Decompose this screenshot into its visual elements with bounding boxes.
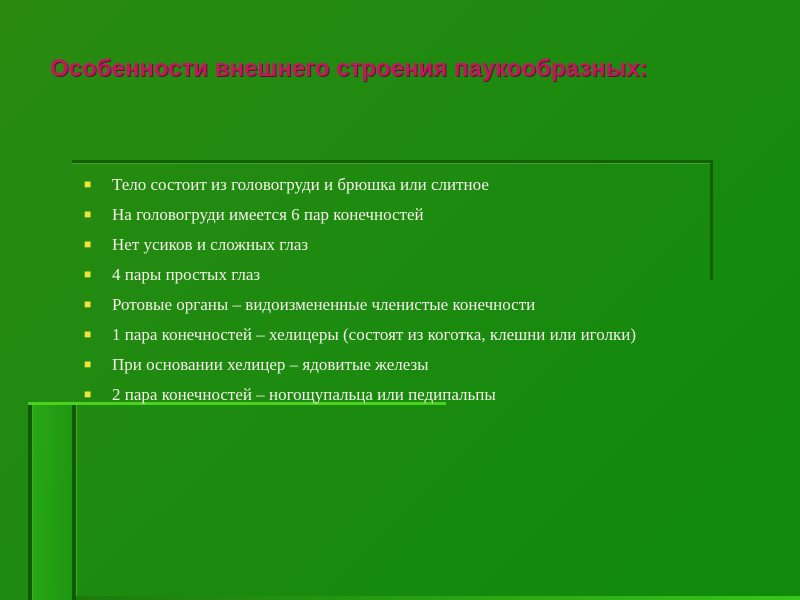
list-item: [84, 232, 734, 257]
bullet-icon: ■: [84, 297, 92, 311]
slide-title: Особенности внешнего строения паукообразных:: [50, 55, 648, 82]
list-item-text: При основании хелицер – ядовитые железы: [112, 355, 429, 374]
list-item: [84, 322, 734, 347]
bullet-icon: ■: [84, 177, 92, 191]
list-item-text: Ротовые органы – видоизмененные членистые конечности: [112, 295, 536, 314]
bullet-icon: ■: [84, 327, 92, 341]
bullet-icon: ■: [84, 387, 92, 401]
bullet-icon: ■: [84, 237, 92, 251]
list-item-text: Тело состоит из головогруди и брюшка или слитное: [112, 175, 489, 194]
bullet-icon: ■: [84, 357, 92, 371]
list-item-text: На головогруди имеется 6 пар конечностей: [112, 205, 424, 224]
list-item-text: 2 пара конечностей – ногощупальца или педипальпы: [112, 385, 496, 404]
list-item: [84, 292, 734, 317]
decorative-line-top: [72, 160, 712, 163]
list-item: [84, 382, 734, 407]
list-item-text: 1 пара конечностей – хелицеры (состоят из коготка, клешни или иголки): [112, 325, 637, 344]
bullet-icon: ■: [84, 207, 92, 221]
list-item: [84, 352, 734, 377]
bullet-list: [84, 172, 734, 412]
decorative-line-left-inner: [72, 404, 76, 600]
decorative-line-left-outer: [28, 404, 32, 600]
list-item: [84, 202, 734, 227]
list-item-text: 4 пары простых глаз: [112, 265, 261, 284]
decorative-glow: [32, 405, 72, 600]
decorative-line-bottom: [76, 596, 800, 600]
bullet-icon: ■: [84, 267, 92, 281]
list-item: [84, 262, 734, 287]
list-item: [84, 172, 734, 197]
list-item-text: Нет усиков и сложных глаз: [112, 235, 309, 254]
